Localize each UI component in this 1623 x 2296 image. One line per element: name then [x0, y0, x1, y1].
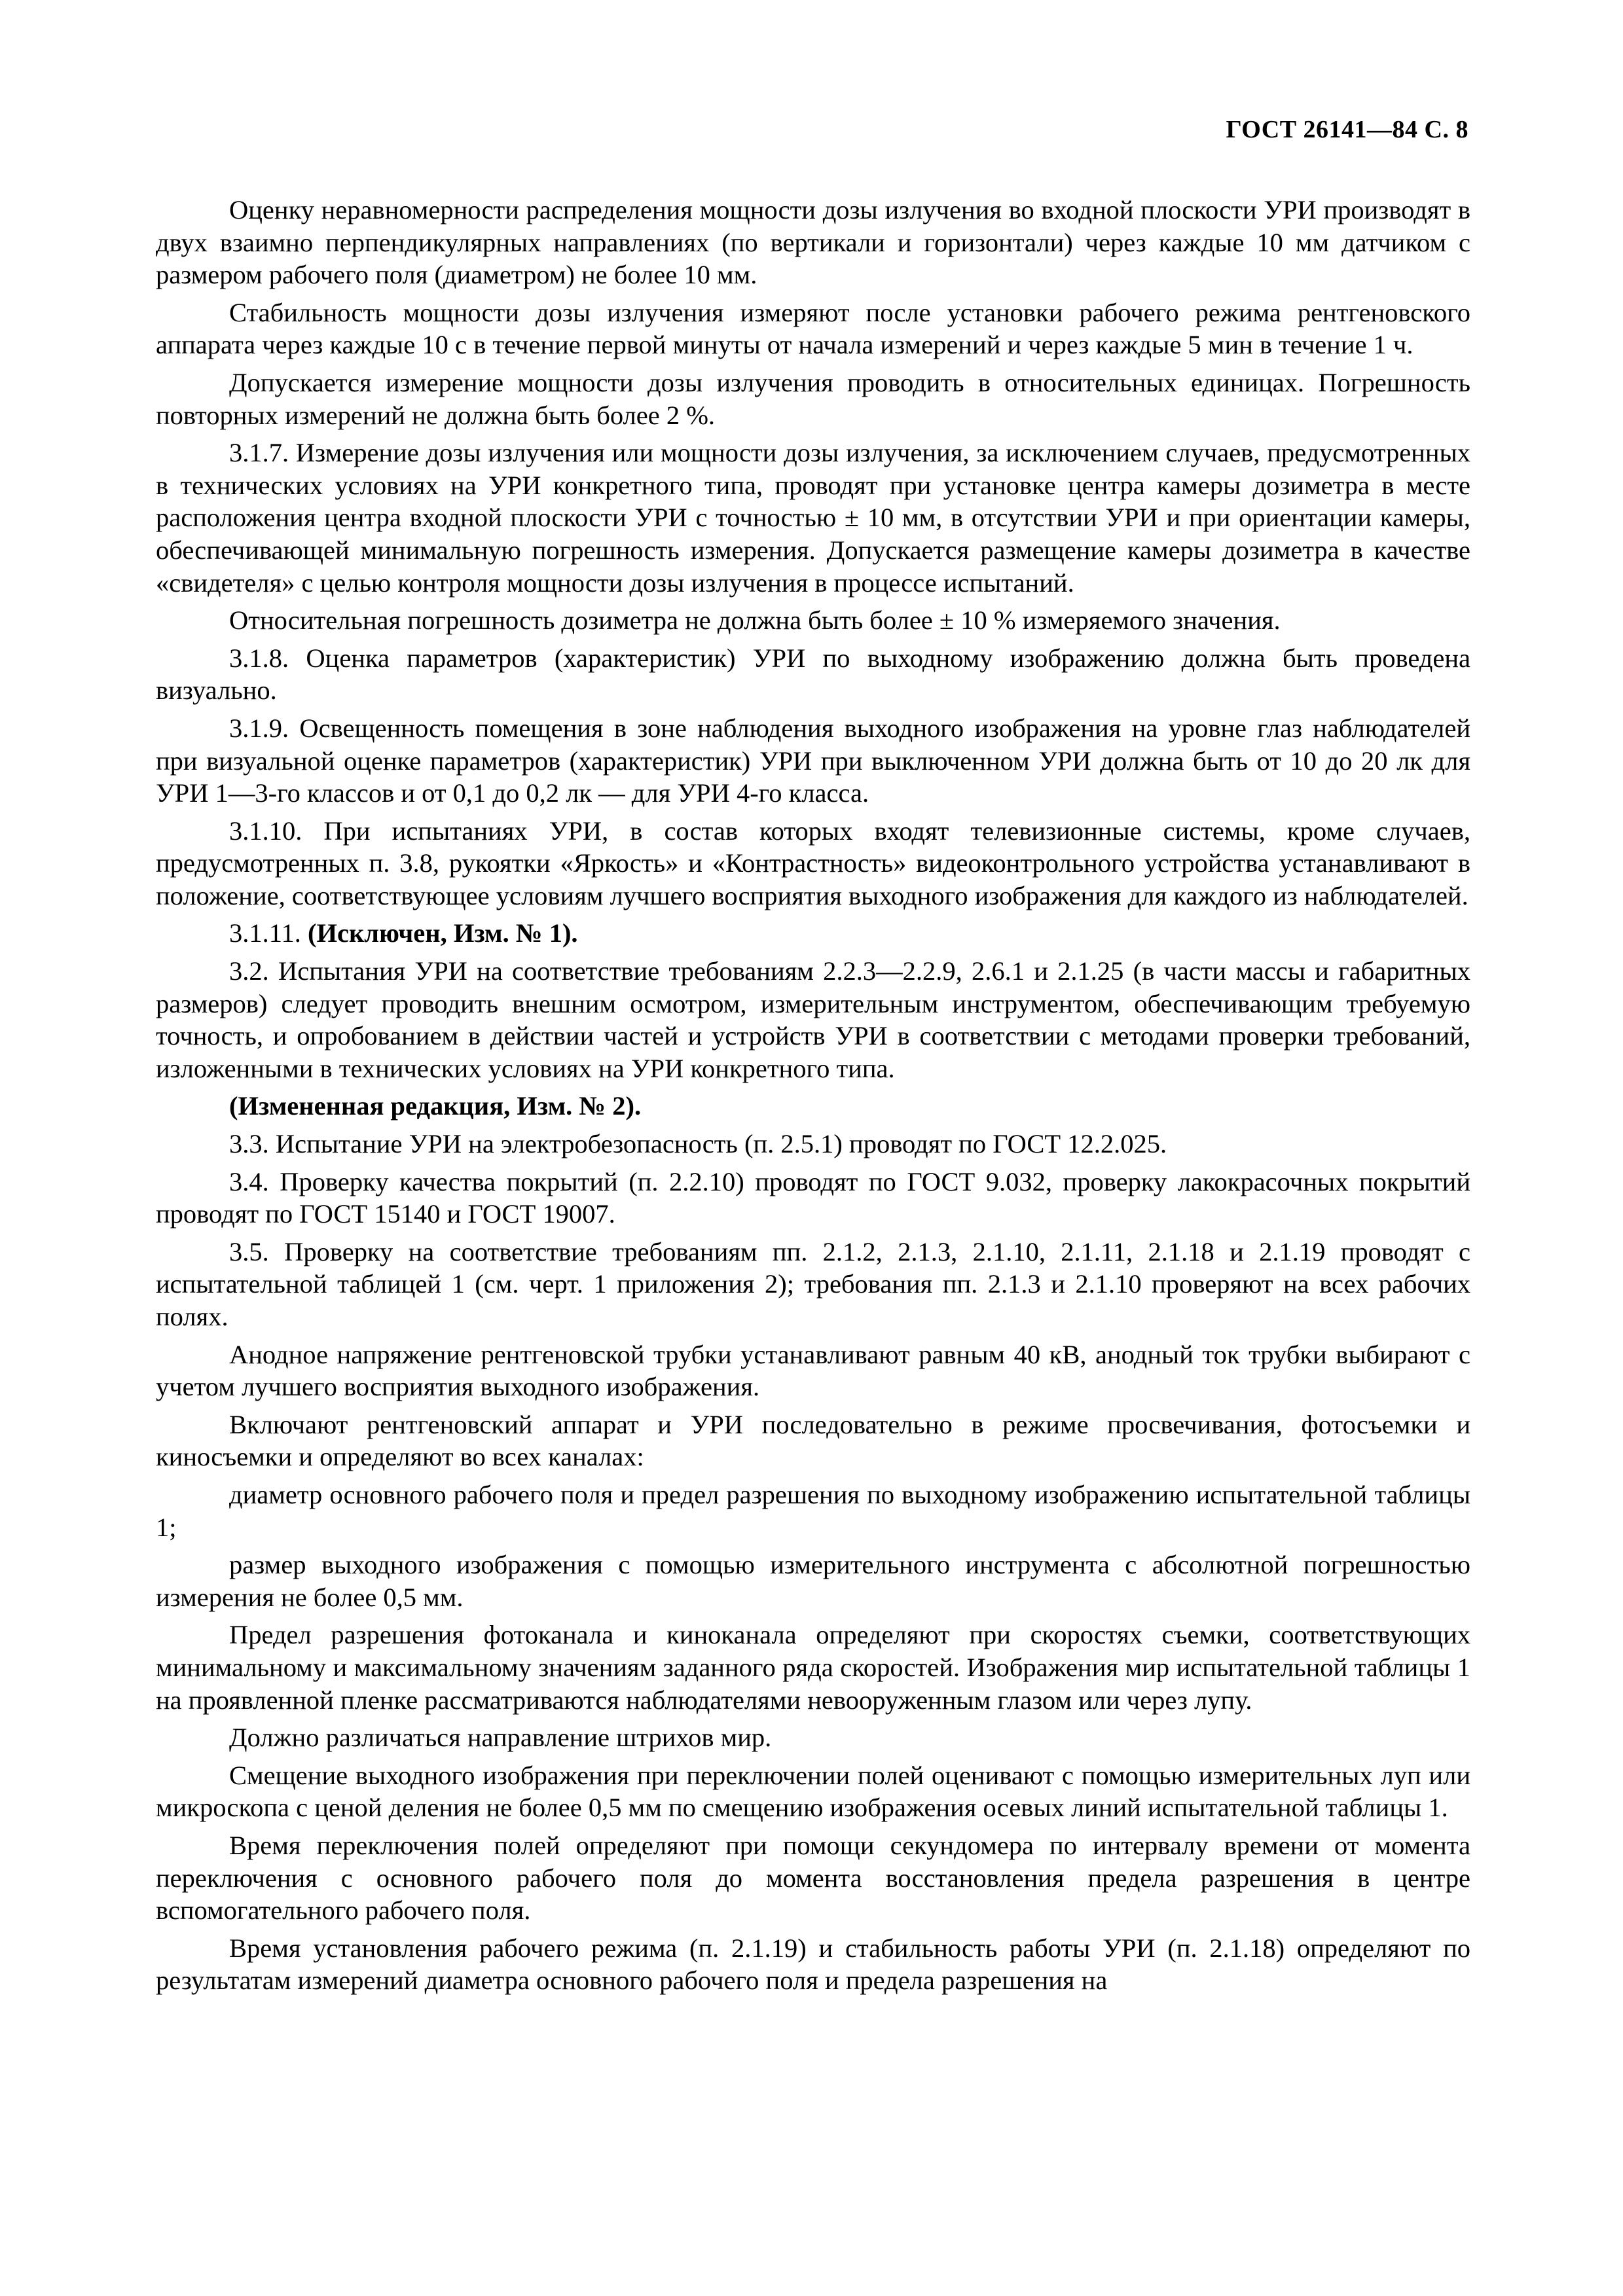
paragraph: Время переключения полей определяют при помощи секундомера по интервалу времени от момента переключения с основного рабочего поля до момента восстановления предела разрешения в центре вспомогательного рабочего поля. [156, 1830, 1470, 1926]
paragraph: диаметр основного рабочего поля и предел разрешения по выходному изображению испытательной таблицы 1; [156, 1479, 1470, 1542]
paragraph: 3.5. Проверку на соответствие требованиям пп. 2.1.2, 2.1.3, 2.1.10, 2.1.11, 2.1.18 и 2.1.19 проводят с испытательной таблицей 1 (см. черт. 1 приложения 2); требования пп. 2.1.3 и 2.1.10 проверяют на всех рабочих полях. [156, 1236, 1470, 1331]
running-header: ГОСТ 26141—84 С. 8 [1226, 116, 1468, 143]
document-body [156, 194, 1470, 1997]
paragraph: Относительная погрешность дозиметра не должна быть более ± 10 % измеряемого значения. [229, 605, 1281, 636]
paragraph: 3.2. Испытания УРИ на соответствие требованиям 2.2.3—2.2.9, 2.6.1 и 2.1.25 (в части массы и габаритных размеров) следует проводить внешним осмотром, измерительным инструментом, обеспечивающим требуемую точность, и опробованием в действии частей и устройств УРИ в соответствии с методами проверки требований, изложенными в технических условиях на УРИ конкретного типа. [156, 956, 1470, 1083]
paragraph: 3.1.10. При испытаниях УРИ, в состав которых входят телевизионные системы, кроме случаев, предусмотренных п. 3.8, рукоятки «Яркость» и «Контрастность» видеоконтрольного устройства устанавливают в положение, соответствующее условиям лучшего восприятия выходного изображения для каждого из наблюдателей. [156, 816, 1470, 910]
amendment-note: (Измененная редакция, Изм. № 2). [229, 1091, 642, 1121]
paragraph: 3.4. Проверку качества покрытий (п. 2.2.10) проводят по ГОСТ 9.032, проверку лакокрасочных покрытий проводят по ГОСТ 15140 и ГОСТ 19007. [156, 1166, 1470, 1229]
paragraph: Включают рентгеновский аппарат и УРИ последовательно в режиме просвечивания, фотосъемки и киносъемки и определяют во всех каналах: [156, 1409, 1470, 1472]
paragraph: Допускается измерение мощности дозы излучения проводить в относительных единицах. Погрешность повторных измерений не должна быть более 2 %. [156, 367, 1470, 430]
paragraph: 3.1.9. Освещенность помещения в зоне наблюдения выходного изображения на уровне глаз наблюдателей при визуальной оценке параметров (характеристик) УРИ при выключенном УРИ должна быть от 10 до 20 лк для УРИ 1—3-го классов и от 0,1 до 0,2 лк — для УРИ 4-го класса. [156, 713, 1470, 808]
paragraph [156, 917, 1470, 950]
paragraph: 3.1.7. Измерение дозы излучения или мощности дозы излучения, за исключением случаев, предусмотренных в технических условиях на УРИ конкретного типа, проводят при установке центра камеры дозиметра в месте расположения центра входной плоскости УРИ с точностью ± 10 мм, в отсутствии УРИ и при ориентации камеры, обеспечивающей минимальную погрешность измерения. Допускается размещение камеры дозиметра в качестве «свидетеля» с целью контроля мощности дозы излучения в процессе испытаний. [156, 438, 1470, 598]
paragraph: Стабильность мощности дозы излучения измеряют после установки рабочего режима рентгеновского аппарата через каждые 10 с в течение первой минуты от начала измерений и через каждые 5 мин в течение 1 ч. [156, 297, 1470, 360]
paragraph: 3.3. Испытание УРИ на электробезопасность (п. 2.5.1) проводят по ГОСТ 12.2.025. [229, 1129, 1167, 1159]
paragraph: Время установления рабочего режима (п. 2.1.19) и стабильность работы УРИ (п. 2.1.18) определяют по результатам измерений диаметра основного рабочего поля и предела разрешения на [156, 1933, 1470, 1996]
paragraph: Предел разрешения фотоканала и киноканала определяют при скоростях съемки, соответствующих минимальному и максимальному значениям заданного ряда скоростей. Изображения мир испытательной таблицы 1 на проявленной пленке рассматриваются наблюдателями невооруженным глазом или через лупу. [156, 1620, 1470, 1715]
paragraph: Анодное напряжение рентгеновской трубки устанавливают равным 40 кВ, анодный ток трубки выбирают с учетом лучшего восприятия выходного изображения. [156, 1339, 1470, 1402]
paragraph: Смещение выходного изображения при переключении полей оценивают с помощью измерительных луп или микроскопа с ценой деления не более 0,5 мм по смещению изображения осевых линий испытательной таблицы 1. [156, 1760, 1470, 1823]
amendment-note: (Исключен, Изм. № 1). [308, 918, 578, 948]
clause-number: 3.1.11. [229, 918, 301, 948]
paragraph: Должно различаться направление штрихов мир. [229, 1723, 772, 1753]
paragraph: 3.1.8. Оценка параметров (характеристик) УРИ по выходному изображению должна быть проведена визуально. [156, 643, 1470, 706]
paragraph: Оценку неравномерности распределения мощности дозы излучения во входной плоскости УРИ производят в двух взаимно перпендикулярных направлениях (по вертикали и горизонтали) через каждые 10 мм датчиком с размером рабочего поля (диаметром) не более 10 мм. [156, 195, 1470, 290]
paragraph: размер выходного изображения с помощью измерительного инструмента с абсолютной погрешностью измерения не более 0,5 мм. [156, 1550, 1470, 1612]
